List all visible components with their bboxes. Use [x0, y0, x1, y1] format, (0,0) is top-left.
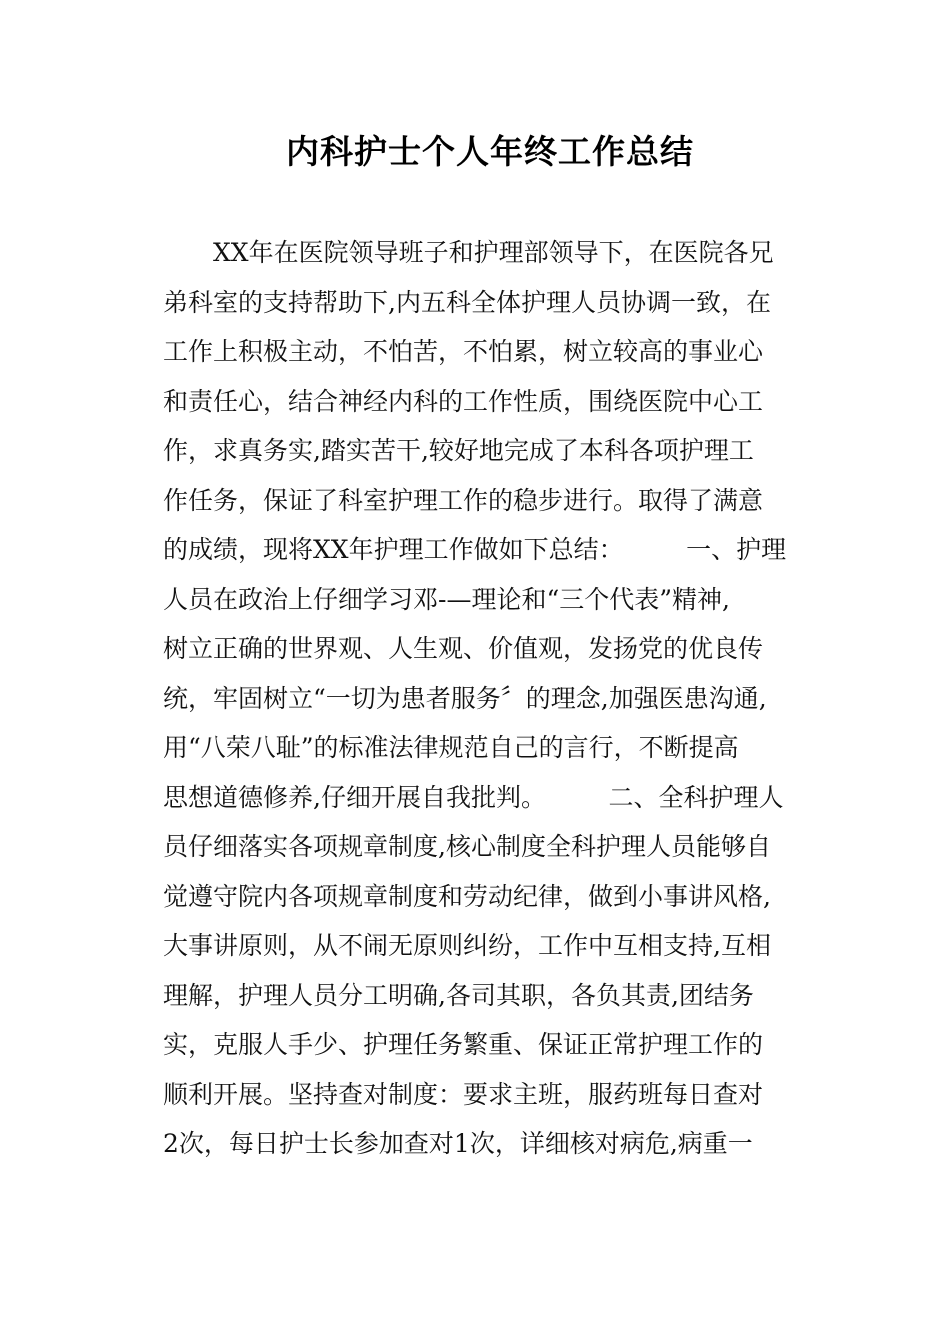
document-body: [163, 228, 788, 1169]
body-line: 树立正确的世界观、人生观、价值观，发扬党的优良传: [163, 634, 764, 663]
body-line: 统，牢固树立“一切为患者服务〞的理念,加强医患沟通,: [163, 683, 767, 713]
body-line: 思想道德修养,仔细开展自我批判。 二、全科护理人: [163, 782, 784, 812]
body-line: 作任务，保证了科室护理工作的稳步进行。取得了满意: [163, 485, 764, 515]
body-line: 觉遵守院内各项规章制度和劳动纪律，做到小事讲风格,: [163, 881, 771, 911]
document-title: 内科护士个人年终工作总结: [286, 132, 694, 171]
body-line: 顺利开展。坚持查对制度：要求主班，服药班每日查对: [163, 1079, 764, 1109]
body-line: 工作上积极主动，不怕苦，不怕累，树立较高的事业心: [163, 337, 764, 366]
body-line: 大事讲原则，从不闹无原则纠纷，工作中互相支持,互相: [163, 931, 771, 960]
body-line: 实，克服人手少、护理任务繁重、保证正常护理工作的: [163, 1030, 764, 1059]
body-line: 2次，每日护士长参加查对1次，详细核对病危,病重一: [163, 1129, 753, 1158]
body-line: 弟科室的支持帮助下,内五科全体护理人员协调一致，在: [163, 287, 771, 317]
body-line: 用“八荣八耻”的标准法律规范自己的言行，不断提高: [163, 733, 739, 762]
body-line: 人员在政治上仔细学习邓-—理论和“三个代表”精神,: [163, 584, 730, 614]
body-line: 和责任心，结合神经内科的工作性质，围绕医院中心工: [163, 386, 764, 416]
body-line: 理解，护理人员分工明确,各司其职，各负其责,团结务: [163, 980, 754, 1010]
body-line: XX年在医院领导班子和护理部领导下，在医院各兄: [163, 238, 774, 267]
body-line: 作，求真务实,踏实苦干,较好地完成了本科各项护理工: [163, 436, 754, 465]
body-line: 员仔细落实各项规章制度,核心制度全科护理人员能够自: [163, 832, 771, 861]
body-line: 的成绩，现将XX年护理工作做如下总结： 一、护理: [163, 535, 787, 564]
